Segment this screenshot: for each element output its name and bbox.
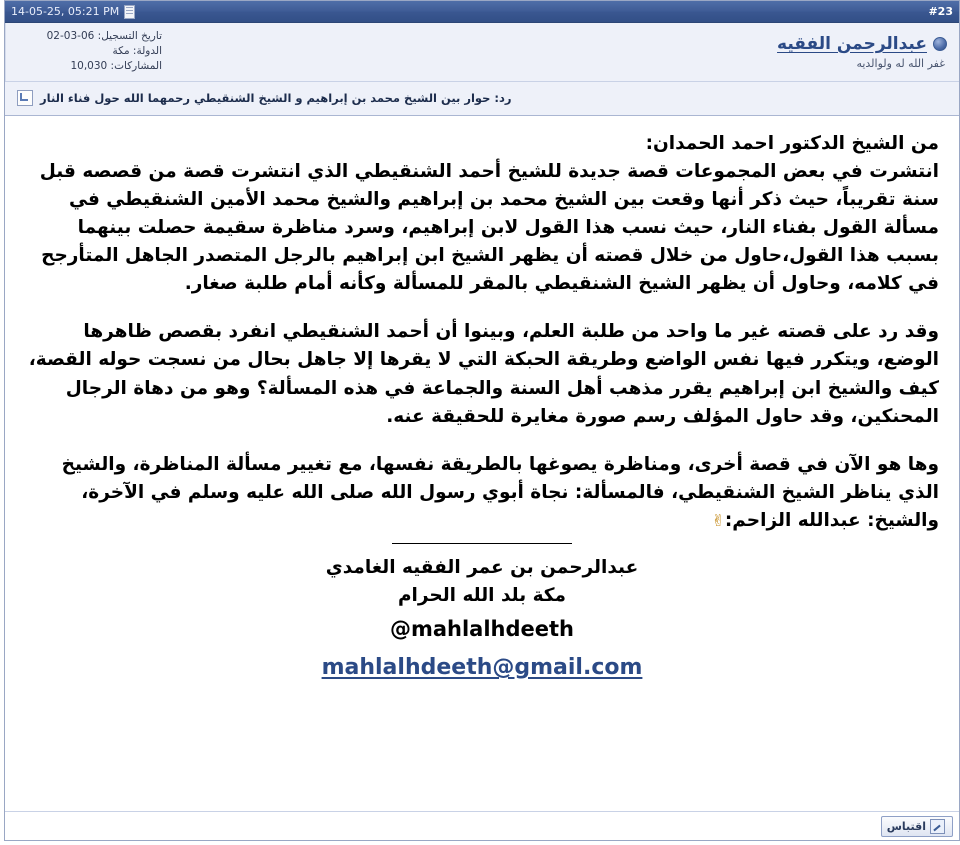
status-dot-icon[interactable] — [933, 37, 947, 51]
post-number[interactable]: #23 — [928, 5, 953, 18]
user-info — [170, 23, 959, 81]
post-body — [5, 116, 959, 811]
message-paragraph-text: وها هو الآن في قصة أخرى، ومناظرة يصوغها بالطريقة نفسها، مع تغيير مسألة المناظرة، والشيخ الذي يناظر الشيخ الشنقيطي، فالمسألة: نجاة أبوي رسول الله صلى الله عليه وسلم في الآخرة، والشيخ: عبدالله الزاحم: — [61, 453, 939, 531]
reply-icon — [17, 90, 33, 106]
message-paragraph — [25, 451, 939, 535]
post-subject-row — [5, 82, 959, 116]
quote-button[interactable] — [881, 816, 953, 837]
user-join-date: تاريخ التسجيل: 06-03-02 — [46, 30, 162, 42]
signature-block — [25, 554, 939, 684]
post-footer — [5, 811, 959, 840]
post-timestamp: 14-05-25, 05:21 PM — [11, 5, 120, 18]
quote-button-label: اقتباس — [886, 819, 926, 833]
signature-name: عبدالرحمن بن عمر الفقيه الغامدي — [325, 557, 639, 579]
post-subject: رد: حوار بين الشيخ محمد بن إبراهيم و الشيخ الشنقيطي رحمهما الله حول فناء النار — [40, 90, 512, 105]
username-link[interactable]: عبدالرحمن الفقيه — [777, 33, 927, 54]
message-paragraph: من الشيخ الدكتور احمد الحمدان: — [645, 132, 939, 154]
message-paragraph: وقد رد على قصته غير ما واحد من طلبة العلم، وبينوا أن أحمد الشنقيطي انفرد بقصص ظاهرها الوضع، ويتكرر فيها نفس الواضع وطريقة الحبكة التي لا يقرها إلا جاهل بحال من نسجت حوله القصة، كيف والشيخ ابن إبراهيم يقرر مذهب أهل السنة والجماعة في هذه المسألة؟ وهو من دهاة الرجال المحنكين، وقد حاول المؤلف رسم صورة مغايرة للحقيقة عنه. — [28, 321, 939, 427]
pencil-icon — [930, 819, 945, 834]
user-country: الدولة: مكة — [112, 45, 162, 58]
post-user-header — [5, 23, 959, 82]
signature-location: مكة بلد الله الحرام — [397, 584, 567, 606]
signature-handle: @mahlalhdeeth — [389, 616, 575, 641]
message-paragraph: انتشرت في بعض المجموعات قصة جديدة للشيخ أحمد الشنقيطي الذي انتشرت قصة من قصصه قبل سنة تقريباً، حيث ذكر أنها وقعت بين الشيخ محمد بن إبراهيم والشيخ محمد الأمين الشنقيطي في مسألة القول بفناء النار، حيث نسب هذا القول لابن إبراهيم، وسرد مناظرة سقيمة حصلت بينهما بسبب هذا القول،حاول من خلال قصته أن يظهر الشيخ ابن إبراهيم بالرجل المتصدر الجاهل المتأرجح في كلامه، وحاول أن يظهر الشيخ الشنقيطي بالمقر للمسألة وكأنه أمام طلبة صغار. — [39, 160, 939, 295]
forum-post — [4, 0, 960, 841]
user-post-count: المشاركات: 10,030 — [70, 60, 162, 73]
signature-email-link[interactable]: mahlalhdeeth@gmail.com — [321, 655, 643, 681]
user-stats — [5, 23, 170, 81]
post-meta-right — [11, 5, 135, 19]
page-icon[interactable] — [124, 5, 135, 19]
smiley-icon: ✌ — [711, 510, 725, 530]
post-header-bar — [5, 1, 959, 23]
signature-divider — [392, 543, 572, 544]
post-message — [25, 130, 939, 684]
user-title: غفر الله له ولوالديه — [856, 56, 945, 70]
username-line — [777, 34, 947, 54]
